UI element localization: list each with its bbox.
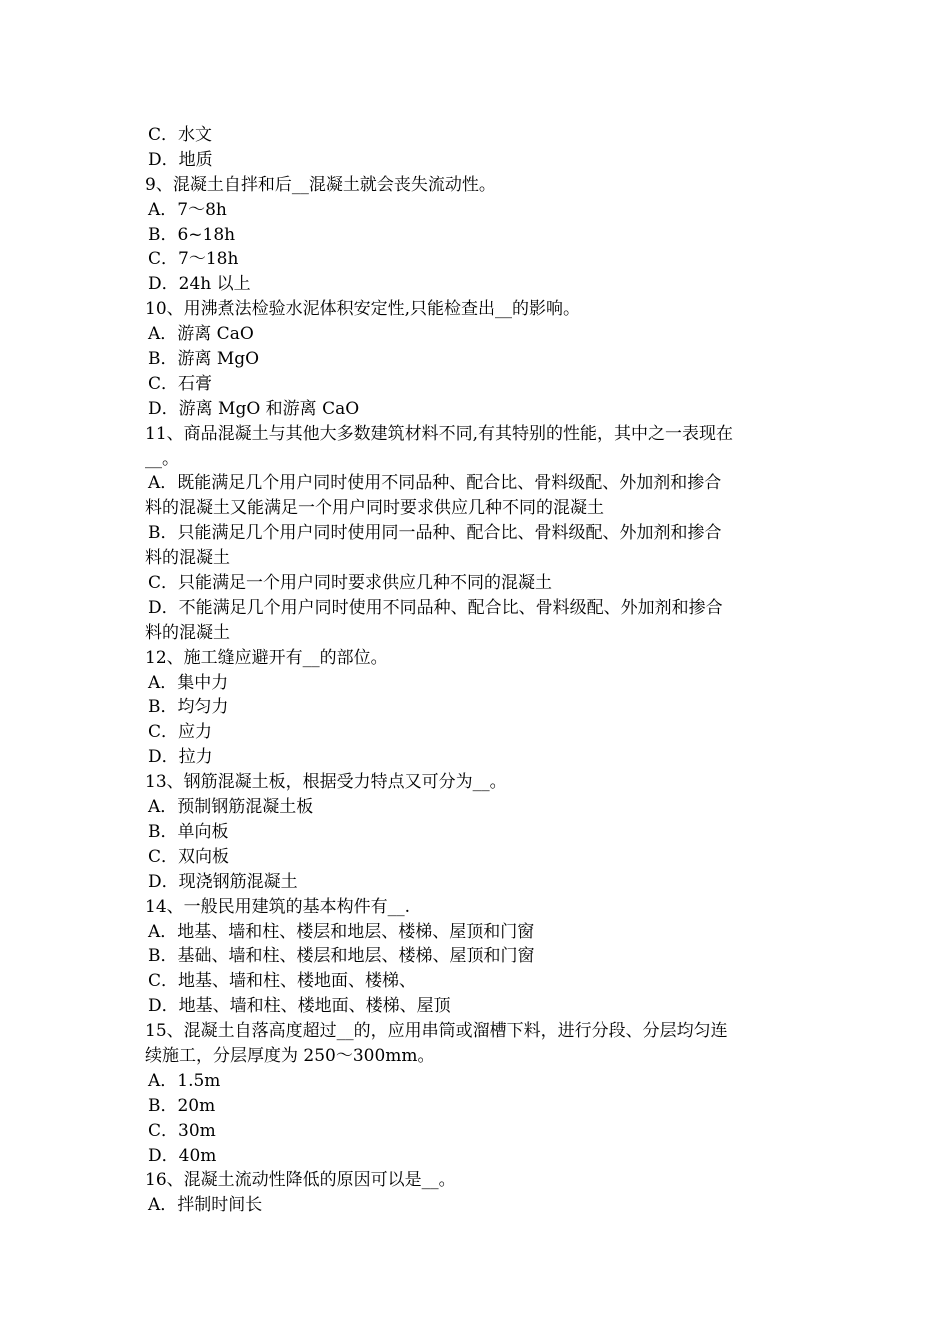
option-line: D．24h 以上 xyxy=(148,274,251,295)
option-line: A．7～8h xyxy=(148,199,227,220)
option-line: B．基础、墙和柱、楼层和地层、楼梯、屋顶和门窗 xyxy=(148,946,535,967)
option-line: A．集中力 xyxy=(148,672,229,693)
option-line: C．双向板 xyxy=(148,846,230,867)
question-line: 12、施工缝应避开有__的部位。 xyxy=(145,647,388,668)
option-line: B．只能满足几个用户同时使用同一品种、配合比、骨料级配、外加剂和掺合 xyxy=(148,523,722,544)
question-line: 续施工，分层厚度为 250～300mm。 xyxy=(145,1045,435,1066)
option-line: A．地基、墙和柱、楼层和地层、楼梯、屋顶和门窗 xyxy=(148,921,535,942)
option-line: B．20m xyxy=(148,1095,216,1116)
option-line: D．不能满足几个用户同时使用不同品种、配合比、骨料级配、外加剂和掺合 xyxy=(148,597,723,618)
option-line: D．拉力 xyxy=(148,747,213,768)
question-line: 16、混凝土流动性降低的原因可以是__。 xyxy=(145,1170,456,1191)
option-line: C．7～18h xyxy=(148,249,239,270)
option-line: C．只能满足一个用户同时要求供应几种不同的混凝土 xyxy=(148,573,553,594)
option-line: C．水文 xyxy=(148,125,213,145)
option-line: C．30m xyxy=(148,1120,216,1141)
option-line: D．40m xyxy=(148,1145,217,1166)
option-line: A．预制钢筋混凝土板 xyxy=(148,797,314,818)
question-line: 15、混凝土自落高度超过__的，应用串筒或溜槽下料，进行分段、分层均匀连 xyxy=(145,1021,728,1042)
option-line: D．地质 xyxy=(148,149,213,170)
question-line: 13、钢筋混凝土板，根据受力特点又可分为__。 xyxy=(145,772,507,793)
question-line: 料的混凝土 xyxy=(145,622,230,643)
option-line: B．单向板 xyxy=(148,821,229,842)
option-line: A．游离 CaO xyxy=(148,324,254,345)
question-line: 10、用沸煮法检验水泥体积安定性,只能检查出__的影响。 xyxy=(145,299,581,320)
option-line: B．6~18h xyxy=(148,224,236,245)
option-line: D．游离 MgO 和游离 CaO xyxy=(148,398,360,419)
question-line: 料的混凝土又能满足一个用户同时要求供应几种不同的混凝土 xyxy=(145,498,604,519)
question-line: 料的混凝土 xyxy=(145,548,230,569)
question-line: 14、一般民用建筑的基本构件有__. xyxy=(145,896,411,917)
option-line: C．地基、墙和柱、楼地面、楼梯、 xyxy=(148,971,417,992)
option-line: A．既能满足几个用户同时使用不同品种、配合比、骨料级配、外加剂和掺合 xyxy=(148,473,722,494)
option-line: C．应力 xyxy=(148,722,213,743)
option-line: A．拌制时间长 xyxy=(148,1195,263,1216)
option-line: D．现浇钢筋混凝土 xyxy=(148,871,298,892)
option-line: A．1.5m xyxy=(148,1070,221,1091)
document-page xyxy=(145,123,810,1218)
option-line: B．均匀力 xyxy=(148,697,229,718)
question-line: __。 xyxy=(145,448,179,469)
option-line: C．石膏 xyxy=(148,373,213,394)
question-line: 9、混凝土自拌和后__混凝土就会丧失流动性。 xyxy=(145,174,496,195)
option-line: D．地基、墙和柱、楼地面、楼梯、屋顶 xyxy=(148,996,451,1017)
question-line: 11、商品混凝土与其他大多数建筑材料不同,有其特别的性能，其中之一表现在 xyxy=(145,423,734,444)
option-line: B．游离 MgO xyxy=(148,349,260,370)
